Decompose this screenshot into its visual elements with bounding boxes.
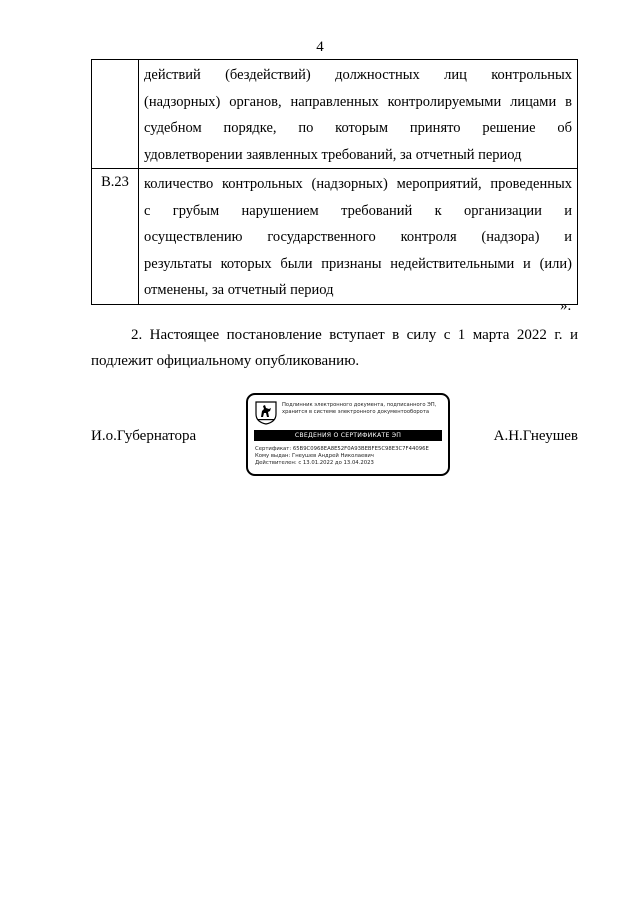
stamp-validity: Действителен: с 13.01.2022 до 13.04.2023	[255, 460, 374, 466]
effective-date-paragraph	[91, 322, 578, 374]
text-line: количество контрольных (надзорных) мероприятий, проведенных	[144, 176, 572, 192]
electronic-signature-stamp	[246, 393, 450, 476]
text-line: удовлетворении заявленных требований, за отчетный период	[144, 146, 522, 163]
signatory-position: И.о.Губернатора	[91, 428, 197, 444]
text-line: результаты которых были признаны недействительными и (или)	[144, 255, 572, 272]
row-code	[92, 60, 139, 169]
row-description	[139, 169, 578, 305]
text-line: действий (бездействий) должностных лиц контрольных	[144, 67, 572, 83]
paragraph-line: подлежит официальному опубликованию.	[91, 353, 360, 369]
signatory-name: А.Н.Гнеушев	[493, 428, 578, 444]
stamp-certificate: Сертификат: 65B9C0968EA8E52F0A93BEBFE5C98E3C7F44096E	[255, 446, 429, 452]
paragraph-line: 2. Настоящее постановление вступает в силу с 1 марта 2022 г. и	[131, 327, 578, 343]
row-code: В.23	[92, 169, 139, 305]
stamp-intro	[282, 402, 446, 416]
text-line: с грубым нарушением требований к организации и	[144, 202, 572, 219]
row-description	[139, 60, 578, 169]
stamp-owner: Кому выдан: Гнеушев Андрей Николаевич	[255, 453, 374, 459]
stamp-title-bar: СВЕДЕНИЯ О СЕРТИФИКАТЕ ЭП	[254, 430, 442, 441]
stamp-intro-line: Подлинник электронного документа, подписанного ЭП,	[282, 402, 437, 408]
stamp-details	[255, 446, 447, 467]
text-line: отменены, за отчетный период	[144, 282, 334, 298]
text-line: (надзорных) органов, направленных контролируемыми лицами в	[144, 93, 572, 110]
table-row	[92, 60, 578, 169]
closing-quote: ».	[560, 298, 572, 314]
indicator-table	[91, 59, 578, 305]
page-number: 4	[316, 39, 324, 55]
stamp-intro-line: хранится в системе электронного документооборота	[282, 409, 430, 415]
text-line: осуществлению государственного контроля (надзора) и	[144, 229, 572, 245]
text-line: судебном порядке, по которым принято решение об	[144, 120, 572, 136]
coat-of-arms-icon	[255, 401, 277, 425]
table-row	[92, 169, 578, 305]
